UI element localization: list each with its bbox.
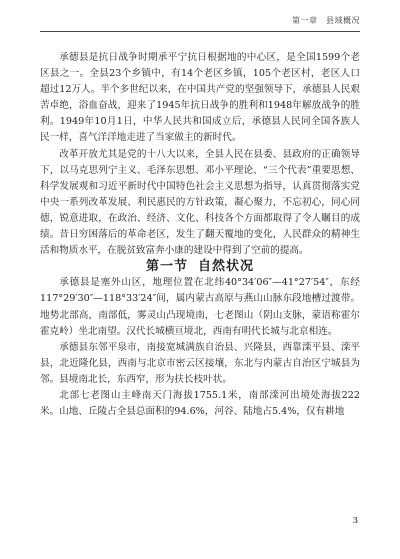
- paragraph: 改革开放尤其是党的十八大以来，全县人民在县委、县政府的正确领导下，以马克思列宁主义、毛泽东思想、邓小平理论、“三个代表”重要思想、科学发展观和习近平新时代中国特色社会主义思想为指导，认真贯彻落实党中央一系列改革发展、利民惠民的方针政策，凝心聚力，不忘初心，同心同德，锐意进取，在政治、经济、文化、科技各个方面都取得了令人瞩目的成绩。昔日穷困落后的革命老区，发生了翻天覆地的变化，人民群众的精神生活和物质水平，在脱贫致富奔小康的建设中得到了空前的提高。: [40, 148, 360, 257]
- header-rule: [40, 31, 360, 32]
- paragraph: 北部七老图山主峰南天门海拔1755.1米，南部滦河出境处海拔222米。山地、丘陵占全县总面积的94.6%，河谷、陆地占5.4%，仅有耕地: [40, 389, 360, 418]
- body-text: [40, 50, 360, 420]
- running-header: 第一章 县域概况: [292, 16, 360, 25]
- paragraph: 承德县东邻平泉市，南接宽城满族自治县、兴隆县，西靠滦平县、滦平县，北近隆化县，西南与北京市密云区接壤，东北与内蒙古自治区宁城县为邻。县境南北长，东西窄，形为扶长枝叶状。: [40, 341, 360, 385]
- section-heading: [40, 259, 360, 275]
- page-number: 3: [352, 516, 358, 526]
- paragraph: 承德县是塞外山区，地理位置在北纬40°34′06″—41°27′54″，东经117°29′30″—118°33′24″间，属内蒙古高原与燕山山脉东段地槽过渡带。地势北部高，南部低，雾灵山凸现境南，七老图山（阴山支脉，蒙语称霍尔霍克岭）坐北南望。汉代长城横亘境北，西南有明代长城与北京相连。: [40, 277, 360, 337]
- paragraph: 承德县是抗日战争时期承平宁抗日根据地的中心区，是全国1599个老区县之一。全县23个乡镇中，有14个老区乡镇，105个老区村，老区人口超过12万人。半个多世纪以来，在中国共产党的坚强领导下，承德县人民艰苦卓绝，浴血奋战，迎来了1945年抗日战争的胜利和1948年解放战争的胜利。1949年10月1日，中华人民共和国成立后，承德县人民同全国各族人民一样，喜气洋洋地走进了当家做主的新时代。: [40, 52, 360, 144]
- section-number: 第一节: [145, 259, 188, 275]
- section-title: 自然状况: [198, 259, 255, 275]
